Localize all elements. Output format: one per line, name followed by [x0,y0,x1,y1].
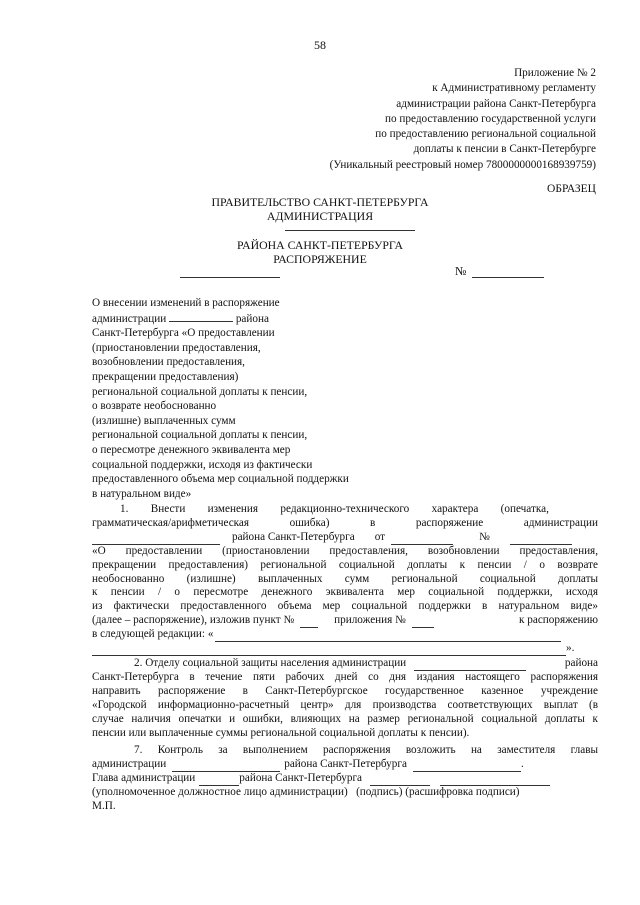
p7-line: 7. Контроль за выполнением распоряжения возложить на заместителя главы [134,744,598,756]
appendix-line: к Административному регламенту [432,82,596,95]
sample-label: ОБРАЗЕЦ [547,183,596,195]
subject-line: о возврате необоснованно [92,400,217,413]
appendix-line: по предоставлению региональной социальной [375,128,596,141]
date-blank [180,277,280,278]
paragraph-7 [92,744,598,772]
p2-line: 2. Отделу социальной защиты населения администрации района [134,657,598,669]
p1-line: необоснованно (излишне) выплаченных сумм региональной социальной доплаты [92,572,598,585]
appendix-line: по предоставлению государственной услуги [385,112,596,125]
subject-line: (приостановлении предоставления, [92,341,261,354]
order-subject [92,296,392,501]
paragraph-2 [92,657,598,740]
subject-line: в натуральном виде» [92,487,192,500]
paragraph-1 [92,503,598,656]
subject-line: прекращении предоставления) [92,370,239,383]
administration-title: АДМИНИСТРАЦИЯ [266,209,374,223]
subject-line: (излишне) выплаченных сумм [92,414,236,427]
appendix-line: (Уникальный реестровый номер 7800000000168939759) [329,158,596,171]
subject-line: региональной социальной доплаты к пенсии, [92,385,308,398]
p1-line: (далее – распоряжение), изложив пункт № приложения № к распоряжению [92,614,598,627]
header-rule [285,230,415,231]
p2-line: «Городской информационно-расчетный центр» для производства соответствующих выплат (в [92,698,598,711]
number-blank [472,277,544,278]
number-sign: № [455,264,467,278]
signature-block [92,772,598,814]
page-number: 58 [314,38,326,52]
p1-line: из фактически предоставленного объема мер социальной поддержки в натуральном виде» [92,600,598,613]
appendix-line: администрации района Санкт-Петербурга [396,97,596,110]
seal-label: М.П. [92,799,116,812]
p1-line: прекращении предоставления) региональной социальной доплаты к пенсии / о возврате [92,558,598,571]
p1-line: к пенсии / о пересмотре денежного эквивалента мер социальной поддержки, исходя [92,586,598,599]
district-title: РАЙОНА САНКТ-ПЕТЕРБУРГА [237,238,403,252]
subject-line: о пересмотре денежного эквивалента мер [92,443,291,456]
subject-line: Санкт-Петербурга «О предоставлении [92,327,275,340]
p1-line: «О предоставлении (приостановлении предоставления, возобновлении предоставления, [92,544,598,557]
subject-line: социальной поддержки, исходя из фактически [92,458,313,471]
p7-line: администрации района Санкт-Петербурга . [92,757,524,770]
order-title: РАСПОРЯЖЕНИЕ [273,252,367,266]
appendix-block [236,66,596,173]
signature-line: Глава администрации района Санкт-Петербурга [92,772,598,786]
appendix-line: Приложение № 2 [514,67,596,79]
subject-line: администрации района [92,312,269,325]
p2-line: случае наличия опечатки и ошибки, влияющих на размер региональной социальной доплаты к [92,712,598,725]
appendix-line: доплаты к пенсии в Санкт-Петербурге [413,143,596,156]
p1-line: ». [92,642,598,656]
p1-line: района Санкт-Петербурга от № [92,531,598,545]
subject-line: предоставленного объема мер социальной поддержки [92,473,349,486]
subject-line: возобновлении предоставления, [92,356,245,369]
p1-line: грамматическая/арифметическая ошибка) в распоряжение администрации [92,516,598,529]
subject-line: О внесении изменений в распоряжение [92,297,280,309]
subject-line: региональной социальной доплаты к пенсии, [92,429,308,442]
government-title: ПРАВИТЕЛЬСТВО САНКТ-ПЕТЕРБУРГА [211,195,429,209]
p1-line: 1. Внести изменения редакционно-технического характера (опечатка, [120,503,549,515]
p1-line: в следующей редакции: « [92,628,598,642]
signature-caption: (уполномоченное должностное лицо администрации) (подпись) (расшифровка подписи) [92,785,520,798]
p2-line: Санкт-Петербурга в течение пяти рабочих дней со дня издания настоящего распоряжения [92,670,598,683]
p2-line: пенсии или выплаченные суммы региональной социальной доплаты к пенсии). [92,726,470,739]
p2-line: направить распоряжение в Санкт-Петербургское государственное казенное учреждение [92,684,598,697]
